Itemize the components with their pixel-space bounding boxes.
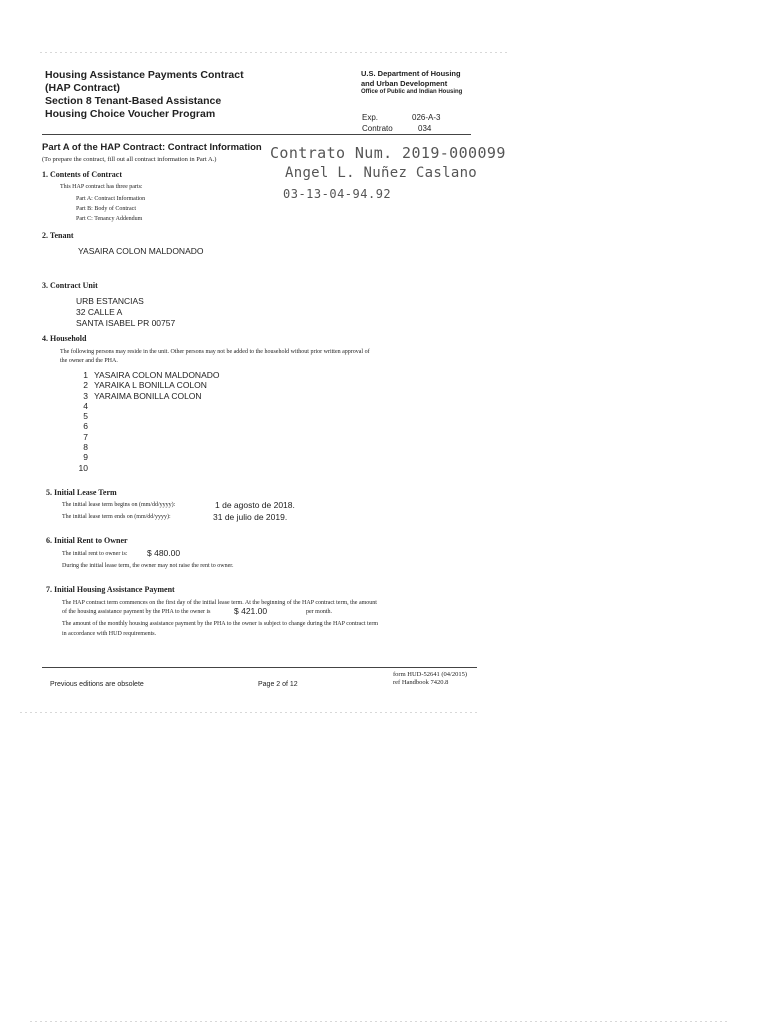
household-row [74,463,219,473]
footer-page-number: Page 2 of 12 [258,681,298,688]
header-divider [42,134,471,135]
scan-edge-bottom [20,712,480,713]
lease-begin-value: 1 de agosto de 2018. [215,500,295,510]
hap-text-3: The amount of the monthly housing assistance payment by the PHA to the owner is subject to change during the HAP contract term [62,621,379,627]
household-text-2: the owner and the PHA. [60,358,118,364]
hap-text-1: The HAP contract term commences on the first day of the initial lease term. At the beginning of the HAP contract term, the amount [62,600,377,606]
section-1-heading: 1. Contents of Contract [42,170,122,179]
rent-label: The initial rent to owner is: [62,551,128,557]
rent-note: During the initial lease term, the owner may not raise the rent to owner. [62,563,234,569]
contrato-label: Contrato [362,124,393,133]
lease-begin-label: The initial lease term begins on (mm/dd/yyyy): [62,502,176,508]
hap-text-2b: per month. [306,609,332,615]
member-number: 7 [83,431,88,442]
agency-block [361,69,462,98]
household-row [74,391,219,401]
part-a-instruction: (To prepare the contract, fill out all contract information in Part A.) [42,156,217,163]
member-number: 8 [83,442,88,453]
form-number: form HUD-52641 (04/2015) [393,671,468,678]
member-number: 3 [83,390,88,401]
household-row [74,411,219,421]
household-list [74,370,219,473]
member-number: 9 [83,452,88,463]
household-text-1: The following persons may reside in the unit. Other persons may not be added to the household without prior written approval of [60,349,370,355]
tenant-name: YASAIRA COLON MALDONADO [78,246,204,256]
section-7-heading: 7. Initial Housing Assistance Payment [46,585,175,594]
title-line-3: Section 8 Tenant-Based Assistance [45,95,222,107]
rent-value: $ 480.00 [147,548,181,558]
section-5-heading: 5. Initial Lease Term [46,488,117,497]
address-line-3: SANTA ISABEL PR 00757 [76,318,176,328]
handwritten-contract-number: Contrato Num. 2019-000099 [270,144,506,162]
member-name: YARAIMA BONILLA COLON [94,390,202,401]
footer-divider [42,667,477,668]
member-number: 4 [83,400,88,411]
agency-line-2: and Urban Development [361,78,448,88]
contract-unit-address [76,296,175,329]
household-row [74,401,219,411]
exp-value: 026-A-3 [412,113,441,122]
agency-office: Office of Public and Indian Housing [361,89,463,95]
member-number: 10 [78,462,88,473]
title-line-1: Housing Assistance Payments Contract [45,69,244,81]
handwritten-number: 03-13-04-94.92 [283,187,392,201]
lease-end-value: 31 de julio de 2019. [213,512,288,522]
member-number: 5 [83,411,88,422]
household-row [74,421,219,431]
section-3-heading: 3. Contract Unit [42,281,98,290]
address-line-2: 32 CALLE A [76,307,123,317]
handwritten-name: Angel L. Nuñez Caslano [285,165,478,181]
part-a-item: Part A: Contract Information [76,196,146,202]
exp-label: Exp. [362,113,379,122]
title-line-2: (HAP Contract) [45,82,121,94]
section-2-heading: 2. Tenant [42,231,74,240]
footer-obsolete-note: Previous editions are obsolete [50,681,144,688]
title-line-4: Housing Choice Voucher Program [45,108,216,120]
footer-form-ref [393,671,467,687]
member-name: YARAIKA L BONILLA COLON [94,380,207,391]
part-b-item: Part B: Body of Contract [76,206,136,212]
contrato-value: 034 [418,124,432,133]
section-6-heading: 6. Initial Rent to Owner [46,536,128,545]
member-number: 6 [83,421,88,432]
hap-text-4: in accordance with HUD requirements. [62,631,157,637]
handbook-ref: ref Handbook 7420.8 [393,679,449,686]
member-number: 1 [83,370,88,380]
part-c-item: Part C: Tenancy Addendum [76,216,143,222]
household-row [74,442,219,452]
section-4-heading: 4. Household [42,334,87,343]
household-row [74,432,219,442]
hap-text-2a: of the housing assistance payment by the PHA to the owner is [62,609,211,615]
contract-title [45,69,244,121]
household-row [74,370,219,380]
household-row [74,452,219,462]
scan-edge-page-bottom [30,1021,730,1022]
section-1-parts [76,195,145,225]
hap-amount: $ 421.00 [234,606,268,616]
member-number: 2 [83,380,88,391]
scan-edge-top [40,52,510,53]
lease-end-label: The initial lease term ends on (mm/dd/yyyy): [62,514,171,520]
address-line-1: URB ESTANCIAS [76,296,144,306]
section-1-intro: This HAP contract has three parts: [60,184,143,190]
part-a-title: Part A of the HAP Contract: Contract Information [42,142,262,153]
household-row [74,380,219,390]
member-name: YASAIRA COLON MALDONADO [94,370,220,380]
agency-line-1: U.S. Department of Housing [361,69,461,78]
